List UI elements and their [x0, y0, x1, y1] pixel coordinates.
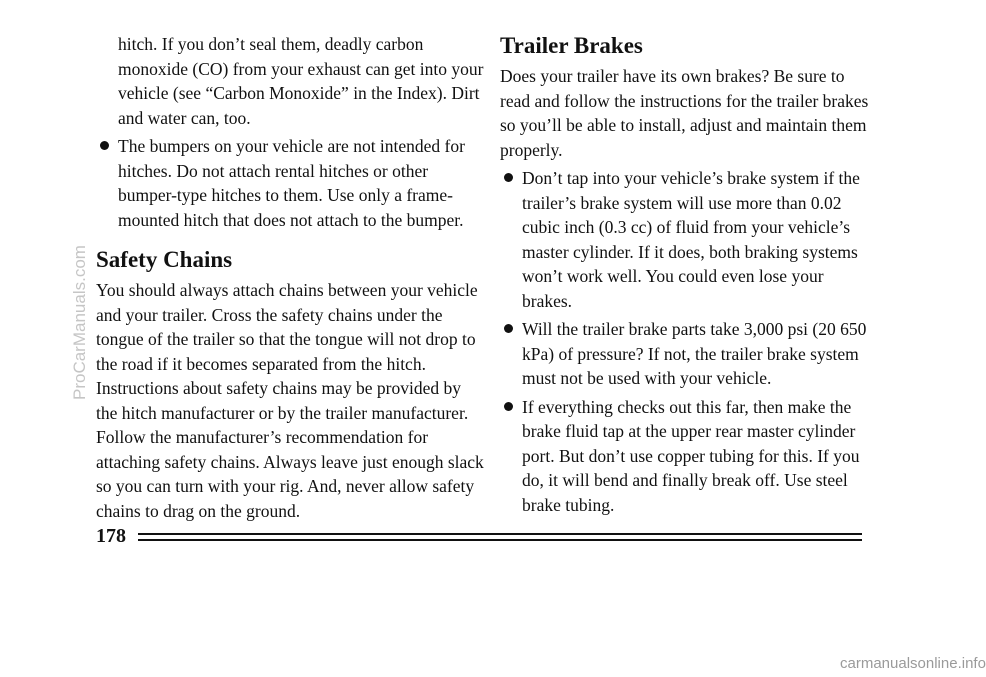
trailer-brakes-intro: Does your trailer have its own brakes? Be sure to read and follow the instructions for the trailer brakes so you’ll be able to install, adjust and maintain them properly.	[500, 66, 869, 160]
side-watermark-text: ProCarManuals.com	[70, 245, 89, 400]
page-footer	[96, 523, 862, 549]
section-heading-trailer-brakes: Trailer Brakes	[500, 33, 643, 58]
footer-rule	[138, 539, 862, 541]
bullet-icon	[504, 173, 513, 182]
footer-rule	[138, 533, 862, 535]
site-watermark[interactable]: carmanualsonline.info	[840, 655, 986, 672]
safety-chains-paragraph: You should always attach chains between your vehicle and your trailer. Cross the safety chains under the tongue of the trailer so that the tongue will not drop to the road if it becomes separated from the hitch. Instructions about safety chains may be provided by the hitch manufacturer or by the trailer manufacturer. Follow the manufacturer’s recommendation for attaching safety chains. Always leave just enough slack so you can turn with your rig. And, never allow safety chains to drag on the ground.	[96, 280, 484, 521]
bullet-icon	[504, 402, 513, 411]
bullet-item-brake-system	[500, 166, 870, 313]
bullet-item-brake-pressure	[500, 317, 870, 391]
bullet-text: If everything checks out this far, then make the brake fluid tap at the upper rear master cylinder port. But don’t use copper tubing for this. If you do, it will bend and finally break off. Use steel brake tubing.	[522, 396, 860, 515]
bullet-text: The bumpers on your vehicle are not intended for hitches. Do not attach rental hitches or other bumper-type hitches to them. Use only a frame-mounted hitch that does not attach to the bumper.	[118, 136, 465, 230]
bullet-text: Don’t tap into your vehicle’s brake system if the trailer’s brake system will use more than 0.02 cubic inch (0.3 cc) of fluid from your vehicle’s master cylinder. If it does, both braking systems won’t work well. You could even lose your brakes.	[522, 168, 860, 311]
continued-paragraph: hitch. If you don’t seal them, deadly carbon monoxide (CO) from your exhaust can get into your vehicle (see “Carbon Monoxide” in the Index). Dirt and water can, too.	[118, 34, 484, 128]
bullet-icon	[100, 141, 109, 150]
page-number: 178	[96, 525, 126, 547]
bullet-text: Will the trailer brake parts take 3,000 psi (20 650 kPa) of pressure? If not, the trailer brake system must not be used with your vehicle.	[522, 319, 867, 388]
bullet-item-bumpers	[96, 134, 486, 232]
section-heading-safety-chains: Safety Chains	[96, 247, 233, 272]
left-column	[96, 32, 486, 523]
bullet-icon	[504, 324, 513, 333]
right-column	[500, 32, 870, 517]
bullet-item-brake-fluid-tap	[500, 395, 870, 518]
